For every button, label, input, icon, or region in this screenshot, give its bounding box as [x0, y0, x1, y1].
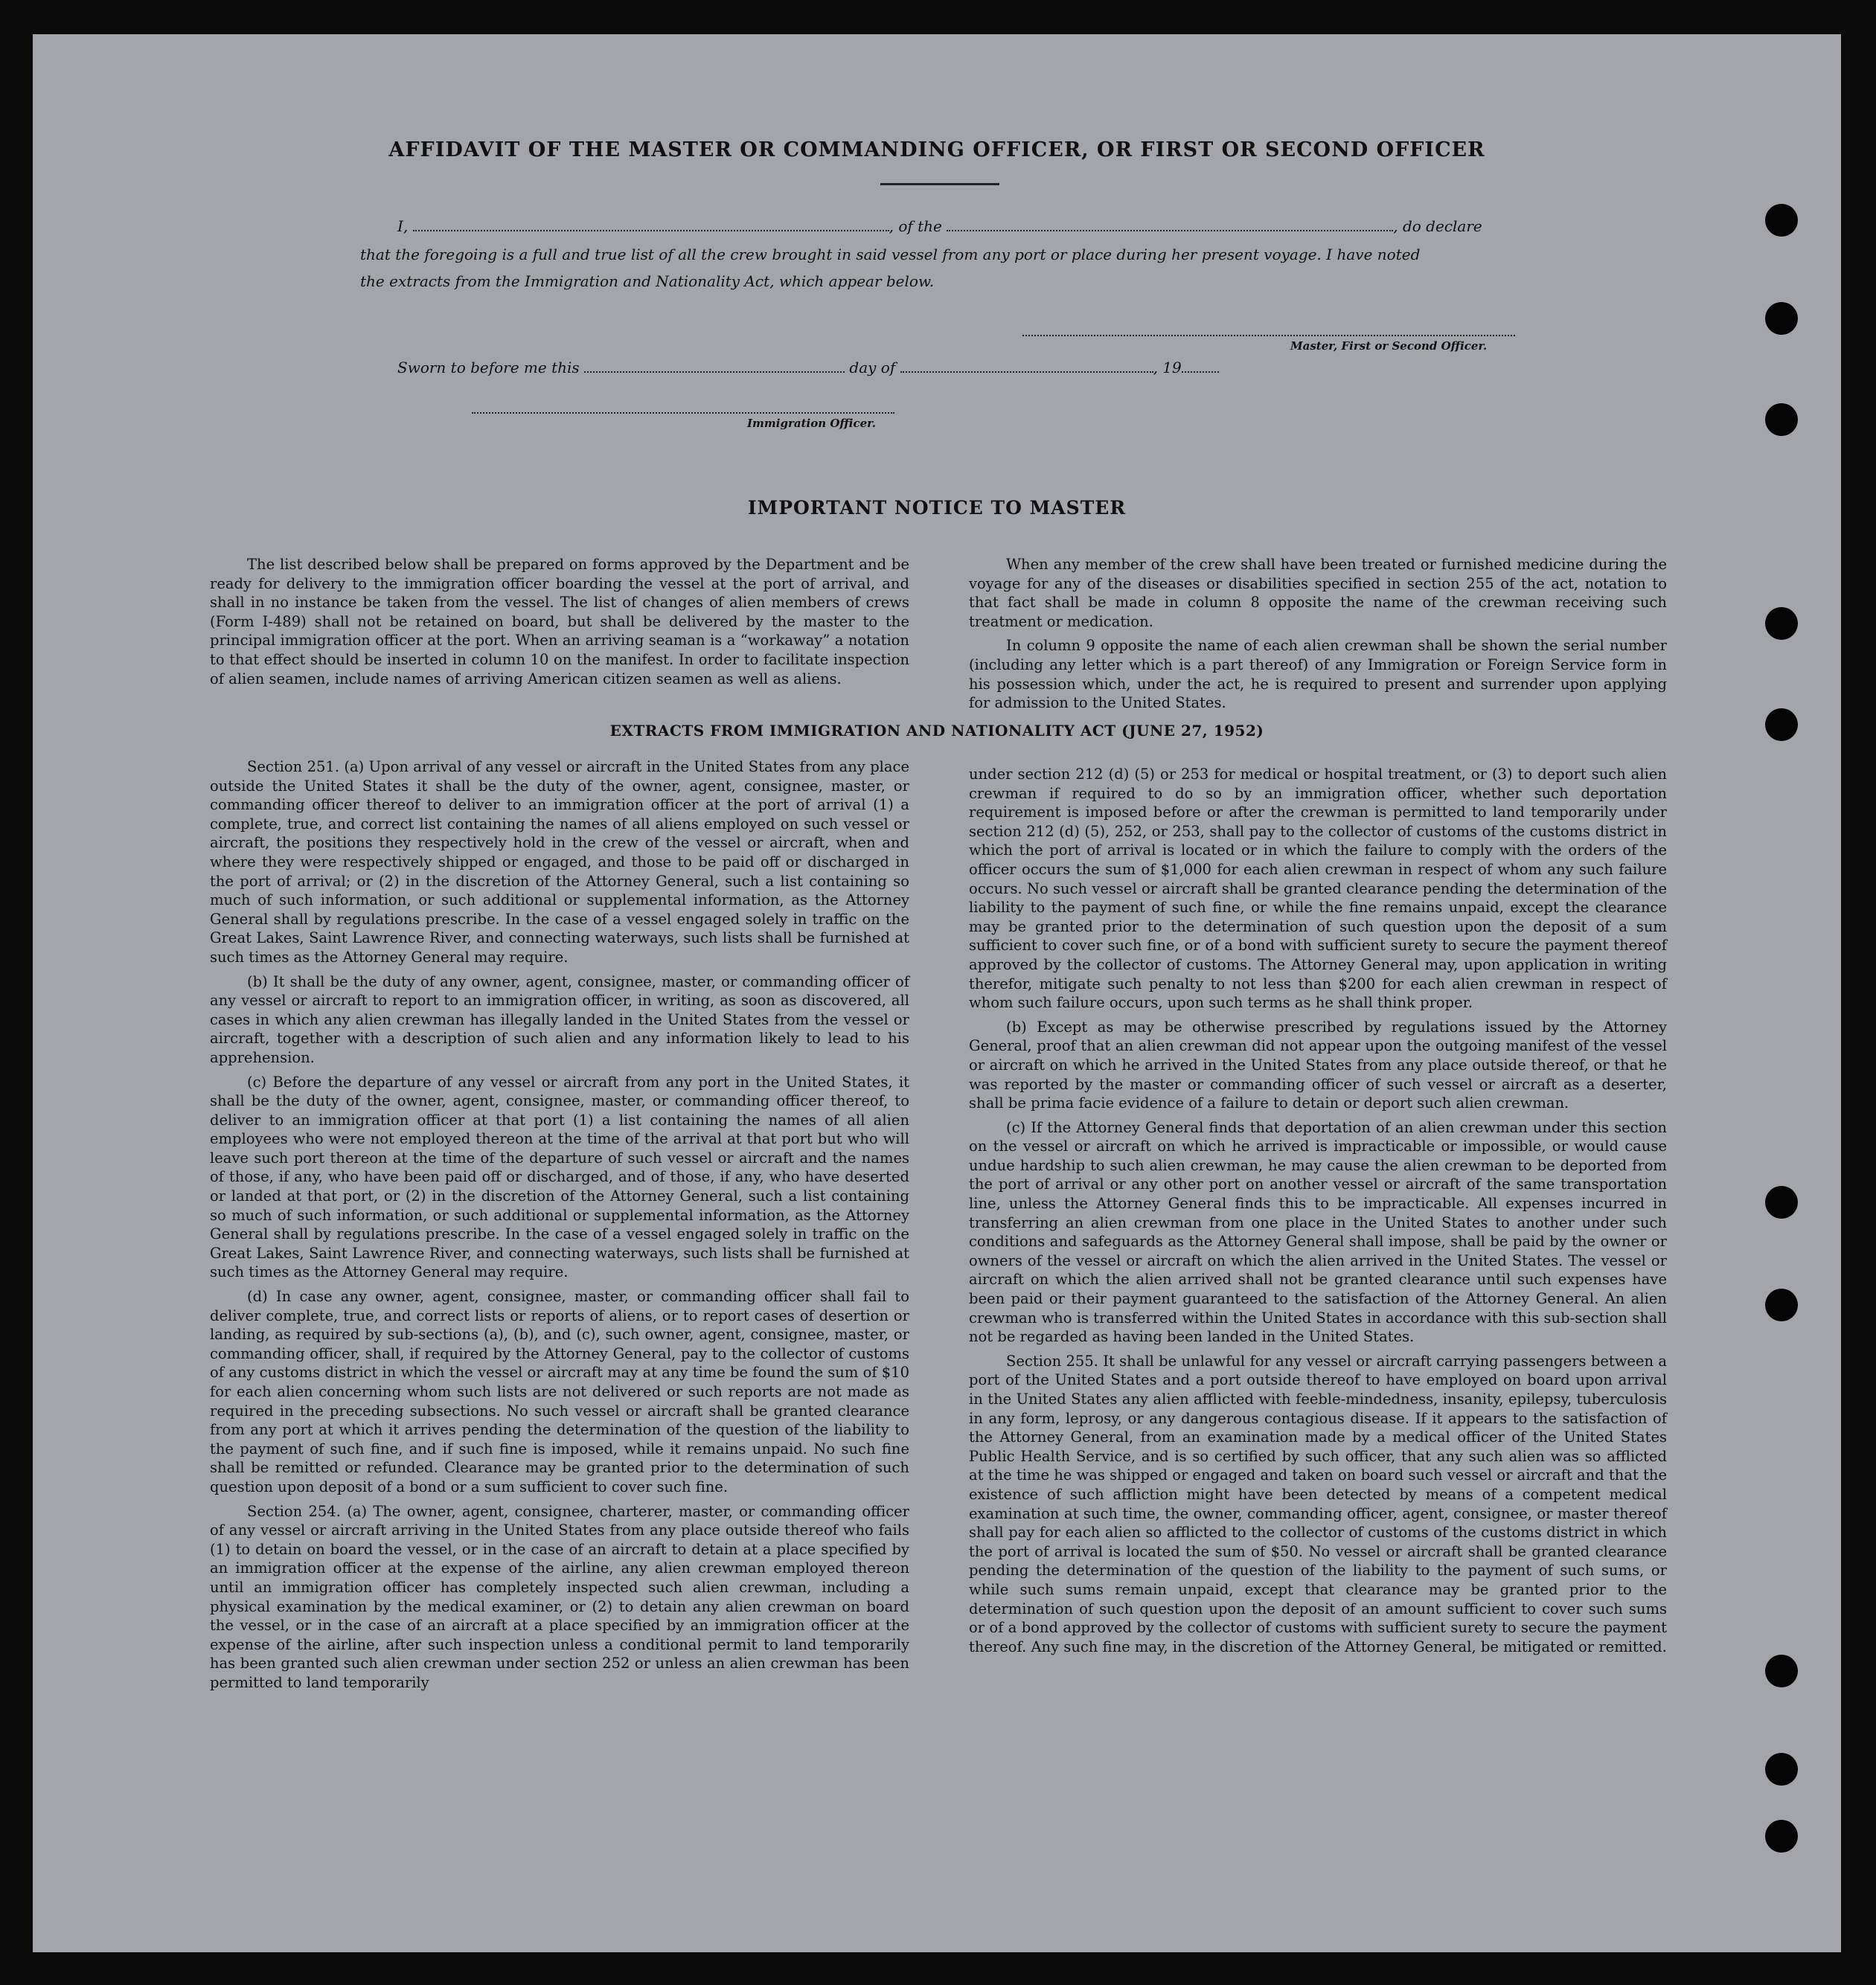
binder-hole	[1765, 1289, 1798, 1321]
binder-hole	[1765, 1186, 1798, 1219]
section-254-c: (c) If the Attorney General finds that deportation of an alien crewman under this section on the vessel or aircraft on which he arrived is impracticable or impossible, or would cause undue hardship to such alien crewman, he may cause the alien crewman to be deported from the port of arrival or any other port on another vessel or aircraft of the same transportation line, unless the Attorney General finds this to be impracticable. All expenses incurred in transferring an alien crewman from one place in the United States to another under such conditions and safeguards as the Attorney General shall impose, shall be paid by the owner or owners of the vessel or aircraft on which the alien arrived in the United States. The vessel or aircraft on which the alien arrived shall not be granted clearance until such expenses have been paid or their payment guaranteed to the satisfaction of the Attorney General. An alien crewman who is transferred within the United States in accordance with this sub-section shall not be regarded as having been landed in the United States.	[969, 1118, 1667, 1346]
of-the-label: , of the	[889, 217, 942, 235]
day-of-label: day of	[849, 359, 896, 376]
extracts-left-column	[210, 757, 909, 1698]
notice-paragraph: In column 9 opposite the name of each alien crewman shall be shown the serial number (including any letter which is a part thereof) of any Immigration or Foreign Service form in his possession which, under the act, he is required to present and surrender upon applying for admission to the United States.	[969, 637, 1667, 712]
title-rule	[880, 183, 999, 185]
year-label: , 19	[1153, 359, 1182, 376]
binder-hole	[1765, 1655, 1798, 1687]
section-254-a: Section 254. (a) The owner, agent, consignee, charterer, master, or commanding officer of any vessel or aircraft arriving in the United States from any place outside thereof who fails (1) to detain on board the vessel, or in the case of an aircraft to detain at a place specified by an immigration officer at the expense of the airline, any alien crewman employed thereon until an immigration officer has completely inspected such alien crewman, including a physical examination by the medical examiner, or (2) to detain any alien crewman on board the vessel, or in the case of an aircraft at a place specified by an immigration officer at the expense of the airline, after such inspection unless a conditional permit to land temporarily has been granted such alien crewman under section 252 or unless an alien crewman has been permitted to land temporarily	[210, 1502, 909, 1691]
binder-hole	[1765, 607, 1798, 640]
immigration-officer-caption: Immigration Officer.	[747, 417, 876, 430]
section-254-a-continued: under section 212 (d) (5) or 253 for medical or hospital treatment, or (3) to deport such alien crewman if required to do so by an immigration officer, whether such deportation requirement is imposed before or after the crewman is permitted to land temporarily under section 212 (d) (5), 252, or 253, shall pay to the collector of customs of the customs district in which the port of arrival is located or in which the failure to comply with the orders of the officer occurs the sum of $1,000 for each alien crewman in respect of whom any such failure occurs. No such vessel or aircraft shall be granted clearance pending the determination of the liability to the payment of such fine, or while the fine remains unpaid, except the clearance may be granted prior to the determination of such question upon the deposit of a sum sufficient to cover such fine, or of a bond with sufficient surety to secure the payment thereof approved by the collector of customs. The Attorney General may, upon application in writing therefor, mitigate such penalty to not less than $200 for each alien crewman in respect of whom such failure occurs, upon such terms as he shall think proper.	[969, 766, 1667, 1012]
extracts-right-column	[969, 765, 1667, 1661]
affidavit-statement-line: that the foregoing is a full and true list of all the crew brought in said vessel from any port or place during her present voyage. I have noted	[360, 246, 1421, 263]
sworn-year-field[interactable]	[1182, 359, 1219, 373]
binder-hole	[1765, 403, 1798, 436]
master-signature-field[interactable]	[1022, 323, 1515, 336]
binder-hole	[1765, 1820, 1798, 1853]
extracts-title: EXTRACTS FROM IMMIGRATION AND NATIONALITY ACT (JUNE 27, 1952)	[609, 722, 1264, 740]
document-page	[33, 34, 1841, 1952]
notice-paragraph: The list described below shall be prepared on forms approved by the Department and be ready for delivery to the immigration officer boarding the vessel at the port of arrival, and shall in no instance be taken from the vessel. The list of changes of alien members of crews (Form I-489) shall not be retained on board, but shall be delivered by the master to the principal immigration officer at the port. When an arriving seaman is a “workaway” a notation to that effect should be inserted in column 10 on the manifest. In order to facilitate inspection of alien seamen, include names of arriving American citizen seamen as well as aliens.	[210, 556, 909, 687]
sworn-day-field[interactable]	[584, 359, 845, 373]
binder-hole	[1765, 1753, 1798, 1786]
master-signature-caption: Master, First or Second Officer.	[1290, 339, 1488, 353]
declarant-label: I,	[397, 217, 409, 235]
binder-hole	[1765, 204, 1798, 237]
affidavit-statement-line-2: the extracts from the Immigration and Nationality Act, which appear below.	[360, 272, 935, 290]
notice-title: IMPORTANT NOTICE TO MASTER	[747, 497, 1127, 519]
notice-left-column	[210, 555, 909, 693]
section-251-b: (b) It shall be the duty of any owner, agent, consignee, master, or commanding officer of any vessel or aircraft to report to an immigration officer, in writing, as soon as discovered, all cases in which any alien crewman has illegally landed in the United States from the vessel or aircraft, together with a description of such alien and any information likely to lead to his apprehension.	[210, 972, 909, 1066]
section-251-a: Section 251. (a) Upon arrival of any vessel or aircraft in the United States from any place outside the United States it shall be the duty of the owner, agent, consignee, master, or commanding officer thereof to deliver to an immigration officer at the port of arrival (1) a complete, true, and correct list containing the names of all aliens employed on such vessel or aircraft, the positions they respectively hold in the crew of the vessel or aircraft, when and where they were respectively shipped or engaged, and those to be paid off or discharged in the port of arrival; or (2) in the discretion of the Attorney General, such a list containing so much of such information, or such additional or supplemental information, as the Attorney General shall by regulations prescribe. In the case of a vessel engaged solely in traffic on the Great Lakes, Saint Lawrence River, and connecting waterways, such lists shall be furnished at such times as the Attorney General may require.	[210, 758, 909, 966]
vessel-name-field[interactable]	[947, 218, 1393, 231]
notice-right-column	[969, 555, 1667, 718]
sworn-month-field[interactable]	[900, 359, 1153, 373]
section-251-c: (c) Before the departure of any vessel or aircraft from any port in the United States, it shall be the duty of the owner, agent, consignee, master, or commanding officer thereof, to deliver to an immigration officer at that port (1) a list containing the names of all alien employees who were not employed thereon at the time of the arrival at that port but who will leave such port thereon at the time of the departure of such vessel or aircraft and the names of those, if any, who have been paid off or discharged, and of those, if any, who have deserted or landed at that port, or (2) in the discretion of the Attorney General, such a list containing so much of such information, or such additional or supplemental information, as the Attorney General shall by regulations prescribe. In the case of a vessel engaged solely in traffic on the Great Lakes, Saint Lawrence River, and connecting waterways, such lists shall be furnished at such times as the Attorney General may require.	[210, 1073, 909, 1281]
notice-paragraph: When any member of the crew shall have been treated or furnished medicine during the voyage for any of the diseases or disabilities specified in section 255 of the act, notation to that fact shall be made in column 8 opposite the name of the crewman receiving such treatment or medication.	[969, 556, 1667, 630]
section-254-b: (b) Except as may be otherwise prescribed by regulations issued by the Attorney General, proof that an alien crewman did not appear upon the outgoing manifest of the vessel or aircraft on which he arrived in the United States from any place outside thereof, or that he was reported by the master or commanding officer of such vessel or aircraft as a deserter, shall be prima facie evidence of a failure to detain or deport such alien crewman.	[969, 1018, 1667, 1112]
immigration-officer-signature-field[interactable]	[472, 400, 894, 414]
section-251-d: (d) In case any owner, agent, consignee, master, or commanding officer shall fail to deliver complete, true, and correct lists or reports of aliens, or to report cases of desertion or landing, as required by sub-sections (a), (b), and (c), such owner, agent, consignee, master, or commanding officer, shall, if required by the Attorney General, pay to the collector of customs of any customs district in which the vessel or aircraft may at any time be found the sum of $10 for each alien concerning whom such lists are not delivered or such reports are not made as required in the preceding subsections. No such vessel or aircraft shall be granted clearance from any port at which it arrives pending the determination of the question of the liability to the payment of such fine, and if such fine is imposed, while it remains unpaid. No such fine shall be remitted or refunded. Clearance may be granted prior to the determination of such question upon deposit of a bond or a sum sufficient to cover such fine.	[210, 1288, 909, 1495]
affidavit-title: AFFIDAVIT OF THE MASTER OR COMMANDING OFFICER, OR FIRST OR SECOND OFFICER	[388, 138, 1485, 161]
affidavit-declaration-line	[397, 217, 1482, 235]
declarant-name-field[interactable]	[413, 218, 889, 231]
sworn-label: Sworn to before me this	[397, 359, 580, 376]
binder-hole	[1765, 302, 1798, 335]
do-declare-label: , do declare	[1393, 217, 1482, 235]
sworn-line	[397, 359, 1219, 376]
section-255: Section 255. It shall be unlawful for any vessel or aircraft carrying passengers between a port of the United States and a port outside thereof to have employed on board upon arrival in the United States any alien afflicted with feeble-mindedness, insanity, epilepsy, tuberculosis in any form, leprosy, or any dangerous contagious disease. If it appears to the satisfaction of the Attorney General, from an examination made by a medical officer of the United States Public Health Service, and is so certified by such officer, that any such alien was so afflicted at the time he was shipped or engaged and taken on board such vessel or aircraft and that the existence of such affliction might have been detected by means of a competent medical examination at such time, the owner, commanding officer, agent, consignee, or master thereof shall pay for each alien so afflicted to the collector of customs of the customs district in which the port of arrival is located the sum of $50. No vessel or aircraft shall be granted clearance pending the determination of the question of the liability to the payment of such sums, or while such sums remain unpaid, except that clearance may be granted prior to the determination of such question upon the deposit of an amount sufficient to cover such sums or of a bond approved by the collector of customs with sufficient surety to secure the payment thereof. Any such fine may, in the discretion of the Attorney General, be mitigated or remitted.	[969, 1352, 1667, 1655]
